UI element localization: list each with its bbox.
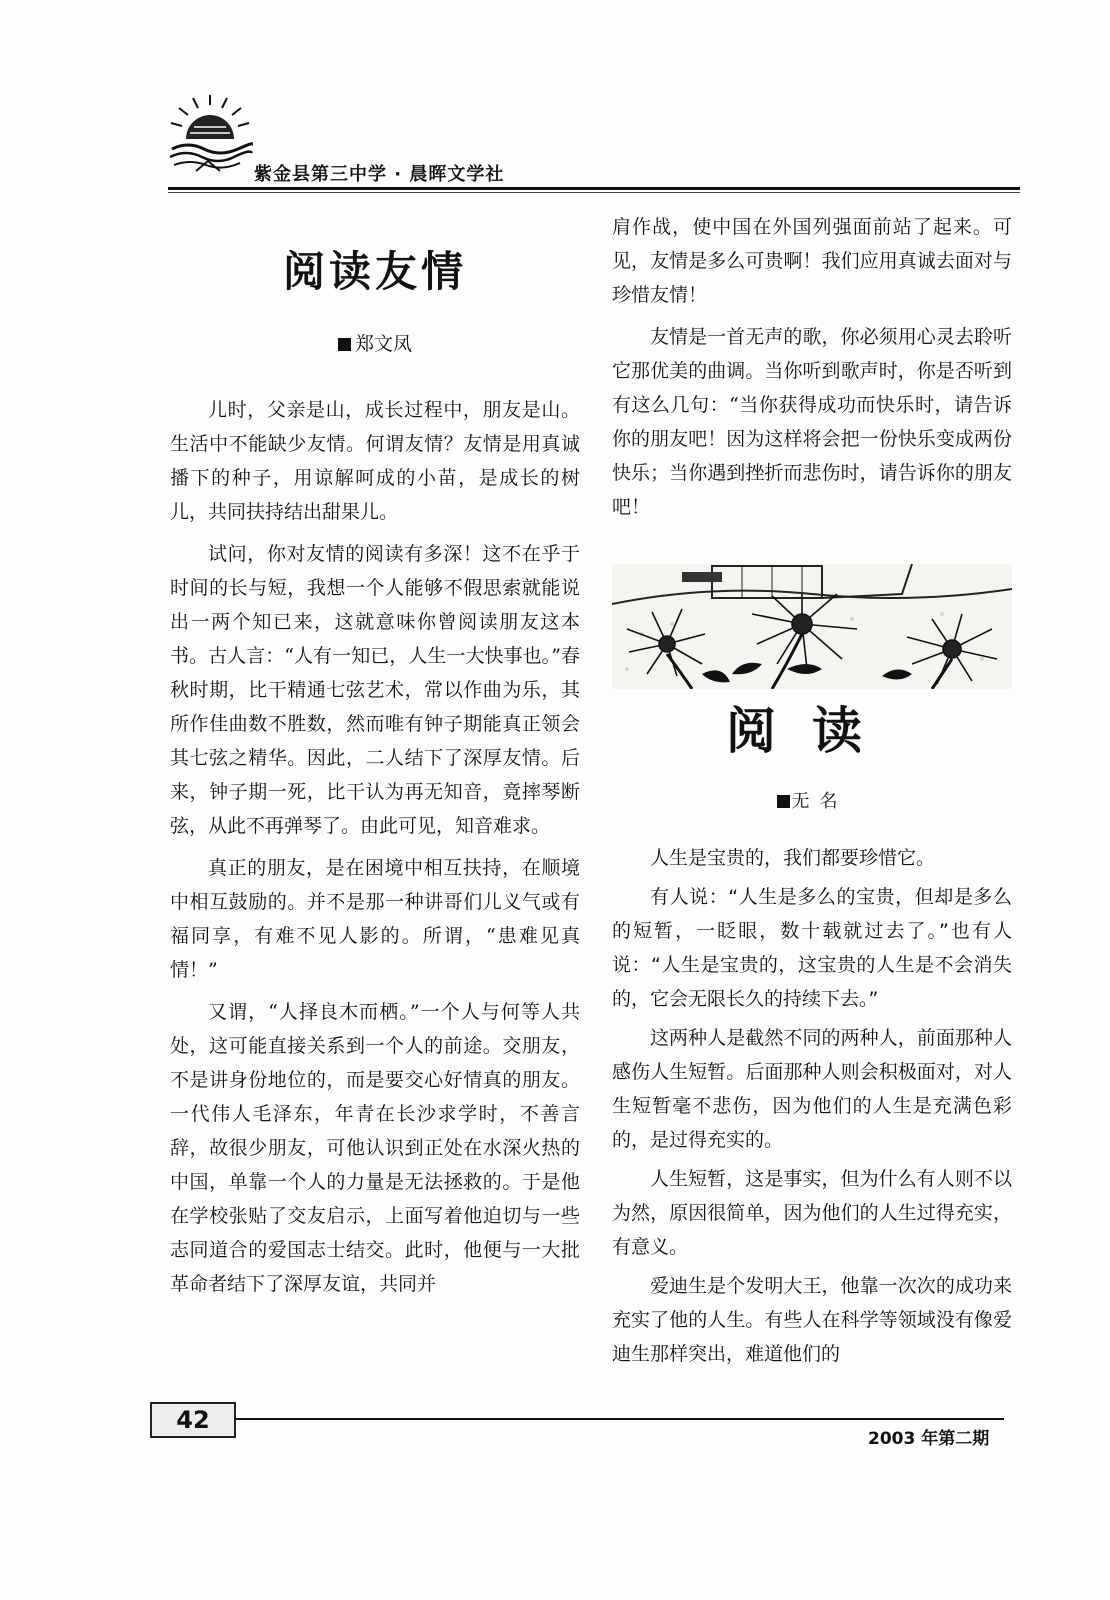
article1-closing: 友情是一首无声的歌，你必须用心灵去聆听它那优美的曲调。当你听到歌声时，你是否听到有这么几句：“当你获得成功而快乐时，请告诉你的朋友吧！因为这样将会把一份快乐变成两份快乐；当你遇到挫折而悲伤时，请告诉你的朋友吧！: [612, 326, 1012, 518]
byline-marker: [777, 795, 790, 808]
article1-byline: [170, 327, 580, 361]
article2-title: 阅读: [726, 702, 898, 760]
article1-paragraph: 又谓，“人择良木而栖。”一个人与何等人共处，这可能直接关系到一个人的前途。交朋友，不是讲身份地位的，而是要交心好情真的朋友。一代伟人毛泽东，年青在长沙求学时，不善言辞，故很少朋友，可他认识到正处在水深火热的中国，单靠一个人的力量是无法拯救的。于是他在学校张贴了交友启示，上面写着他迫切与一些志同道合的爱国志士结交。此时，他便与一大批革命者结下了深厚友谊，共同并: [170, 1001, 580, 1295]
byline-marker: [338, 338, 351, 351]
chrysanthemum-illustration: [612, 564, 1012, 689]
article2-paragraph: 这两种人是截然不同的两种人，前面那种人感伤人生短暂。后面那种人则会积极面对，对人生短暂毫不悲伤，因为他们的人生是充满色彩的，是过得充实的。: [612, 1027, 1012, 1151]
article1-paragraph: 试问，你对友情的阅读有多深！这不在乎于时间的长与短，我想一个人能够不假思索就能说出一两个知已来，这就意味你曾阅读朋友这本书。古人言：“人有一知已，人生一大快事也。”春秋时期，比干精通七弦艺术，常以作曲为乐，其所作佳曲数不胜数，然而唯有钟子期能真正领会其七弦之精华。因此，二人结下了深厚友情。后来，钟子期一死，比干认为再无知音，竟摔琴断弦，从此不再弹琴了。由此可见，知音难求。: [170, 543, 580, 837]
header-rule-thin: [168, 192, 1020, 193]
article1-title: 阅读友情: [282, 247, 467, 296]
article2-paragraph: 人生短暂，这是事实，但为什么有人则不以为然，原因很简单，因为他们的人生过得充实，有意义。: [612, 1168, 1012, 1258]
article1-column: [170, 215, 580, 1309]
header-society-name: 紫金县第三中学 · 晨晖文学社: [254, 164, 505, 185]
article2-author: 无名: [791, 791, 848, 812]
article1-author: 郑文凤: [354, 333, 412, 355]
article2-paragraph: 有人说：“人生是多么的宝贵，但却是多么的短暂，一眨眼，数十载就过去了。”也有人说：“人生是宝贵的，这宝贵的人生是不会消失的，它会无限长久的持续下去。”: [612, 886, 1012, 1010]
page-number: 42: [150, 1402, 236, 1438]
article2-byline: [612, 785, 1012, 819]
article2-body: [612, 841, 1012, 1371]
footer-rule: [234, 1418, 1004, 1420]
right-column: [612, 210, 1012, 1376]
issue-label: 2003 年第二期: [868, 1429, 990, 1449]
literary-society-logo: [168, 95, 253, 180]
article1-continuation: 肩作战，使中国在外国列强面前站了起来。可见，友情是多么可贵啊！我们应用真诚去面对与珍惜友情！: [612, 216, 1012, 306]
header-rule: [168, 187, 1020, 190]
article2-paragraph: 人生是宝贵的，我们都要珍惜它。: [650, 847, 936, 869]
article1-paragraph: 真正的朋友，是在困境中相互扶持，在顺境中相互鼓励的。并不是那一种讲哥们儿义气或有福同享，有难不见人影的。所谓，“患难见真情！”: [170, 857, 580, 981]
article1-paragraph: 儿时，父亲是山，成长过程中，朋友是山。生活中不能缺少友情。何谓友情？友情是用真诚播下的种子，用谅解呵成的小苗，是成长的树儿，共同扶持结出甜果儿。: [170, 399, 580, 523]
article2-paragraph: 爱迪生是个发明大王，他靠一次次的成功来充实了他的人生。有些人在科学等领域没有像爱迪生那样突出，难道他们的: [612, 1275, 1012, 1365]
